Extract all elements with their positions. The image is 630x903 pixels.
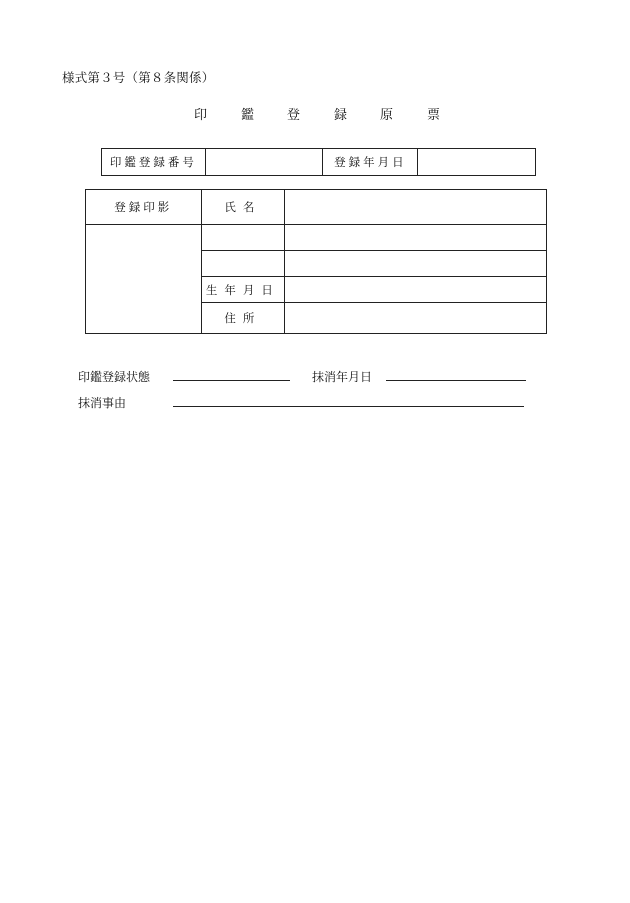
seal-impression-box[interactable] (86, 225, 202, 334)
cancel-reason-line[interactable] (173, 406, 524, 407)
registration-status-label: 印鑑登録状態 (78, 370, 151, 384)
blank-field-row-2[interactable] (285, 225, 547, 251)
page-title (0, 104, 630, 122)
title-char: 鑑 (241, 108, 255, 123)
seal-record-table (85, 189, 547, 334)
address-field[interactable] (285, 303, 547, 334)
blank-label-row-2 (201, 225, 285, 251)
cancel-reason-label: 抹消事由 (78, 396, 127, 410)
cancel-date-label: 抹消年月日 (312, 370, 373, 384)
registration-status-line[interactable] (173, 380, 290, 381)
title-char: 印 (194, 108, 208, 123)
title-char: 票 (427, 108, 441, 123)
title-char: 原 (380, 108, 394, 123)
cancel-date-line[interactable] (386, 380, 526, 381)
address-label: 住所 (201, 303, 285, 334)
birthdate-field[interactable] (285, 277, 547, 303)
registration-number-label: 印鑑登録番号 (102, 149, 206, 176)
blank-field-row-3[interactable] (285, 251, 547, 277)
title-char: 登 (287, 108, 301, 123)
blank-label-row-3 (201, 251, 285, 277)
name-label: 氏名 (201, 190, 285, 225)
registration-table (101, 148, 536, 176)
registration-number-field[interactable] (205, 149, 323, 176)
registration-date-label: 登録年月日 (323, 149, 418, 176)
name-field[interactable] (285, 190, 547, 225)
title-char: 録 (334, 108, 348, 123)
birthdate-label: 生年月日 (201, 277, 285, 303)
seal-impression-header: 登録印影 (86, 190, 202, 225)
form-number: 様式第３号（第８条関係） (62, 70, 215, 85)
registration-date-field[interactable] (418, 149, 536, 176)
